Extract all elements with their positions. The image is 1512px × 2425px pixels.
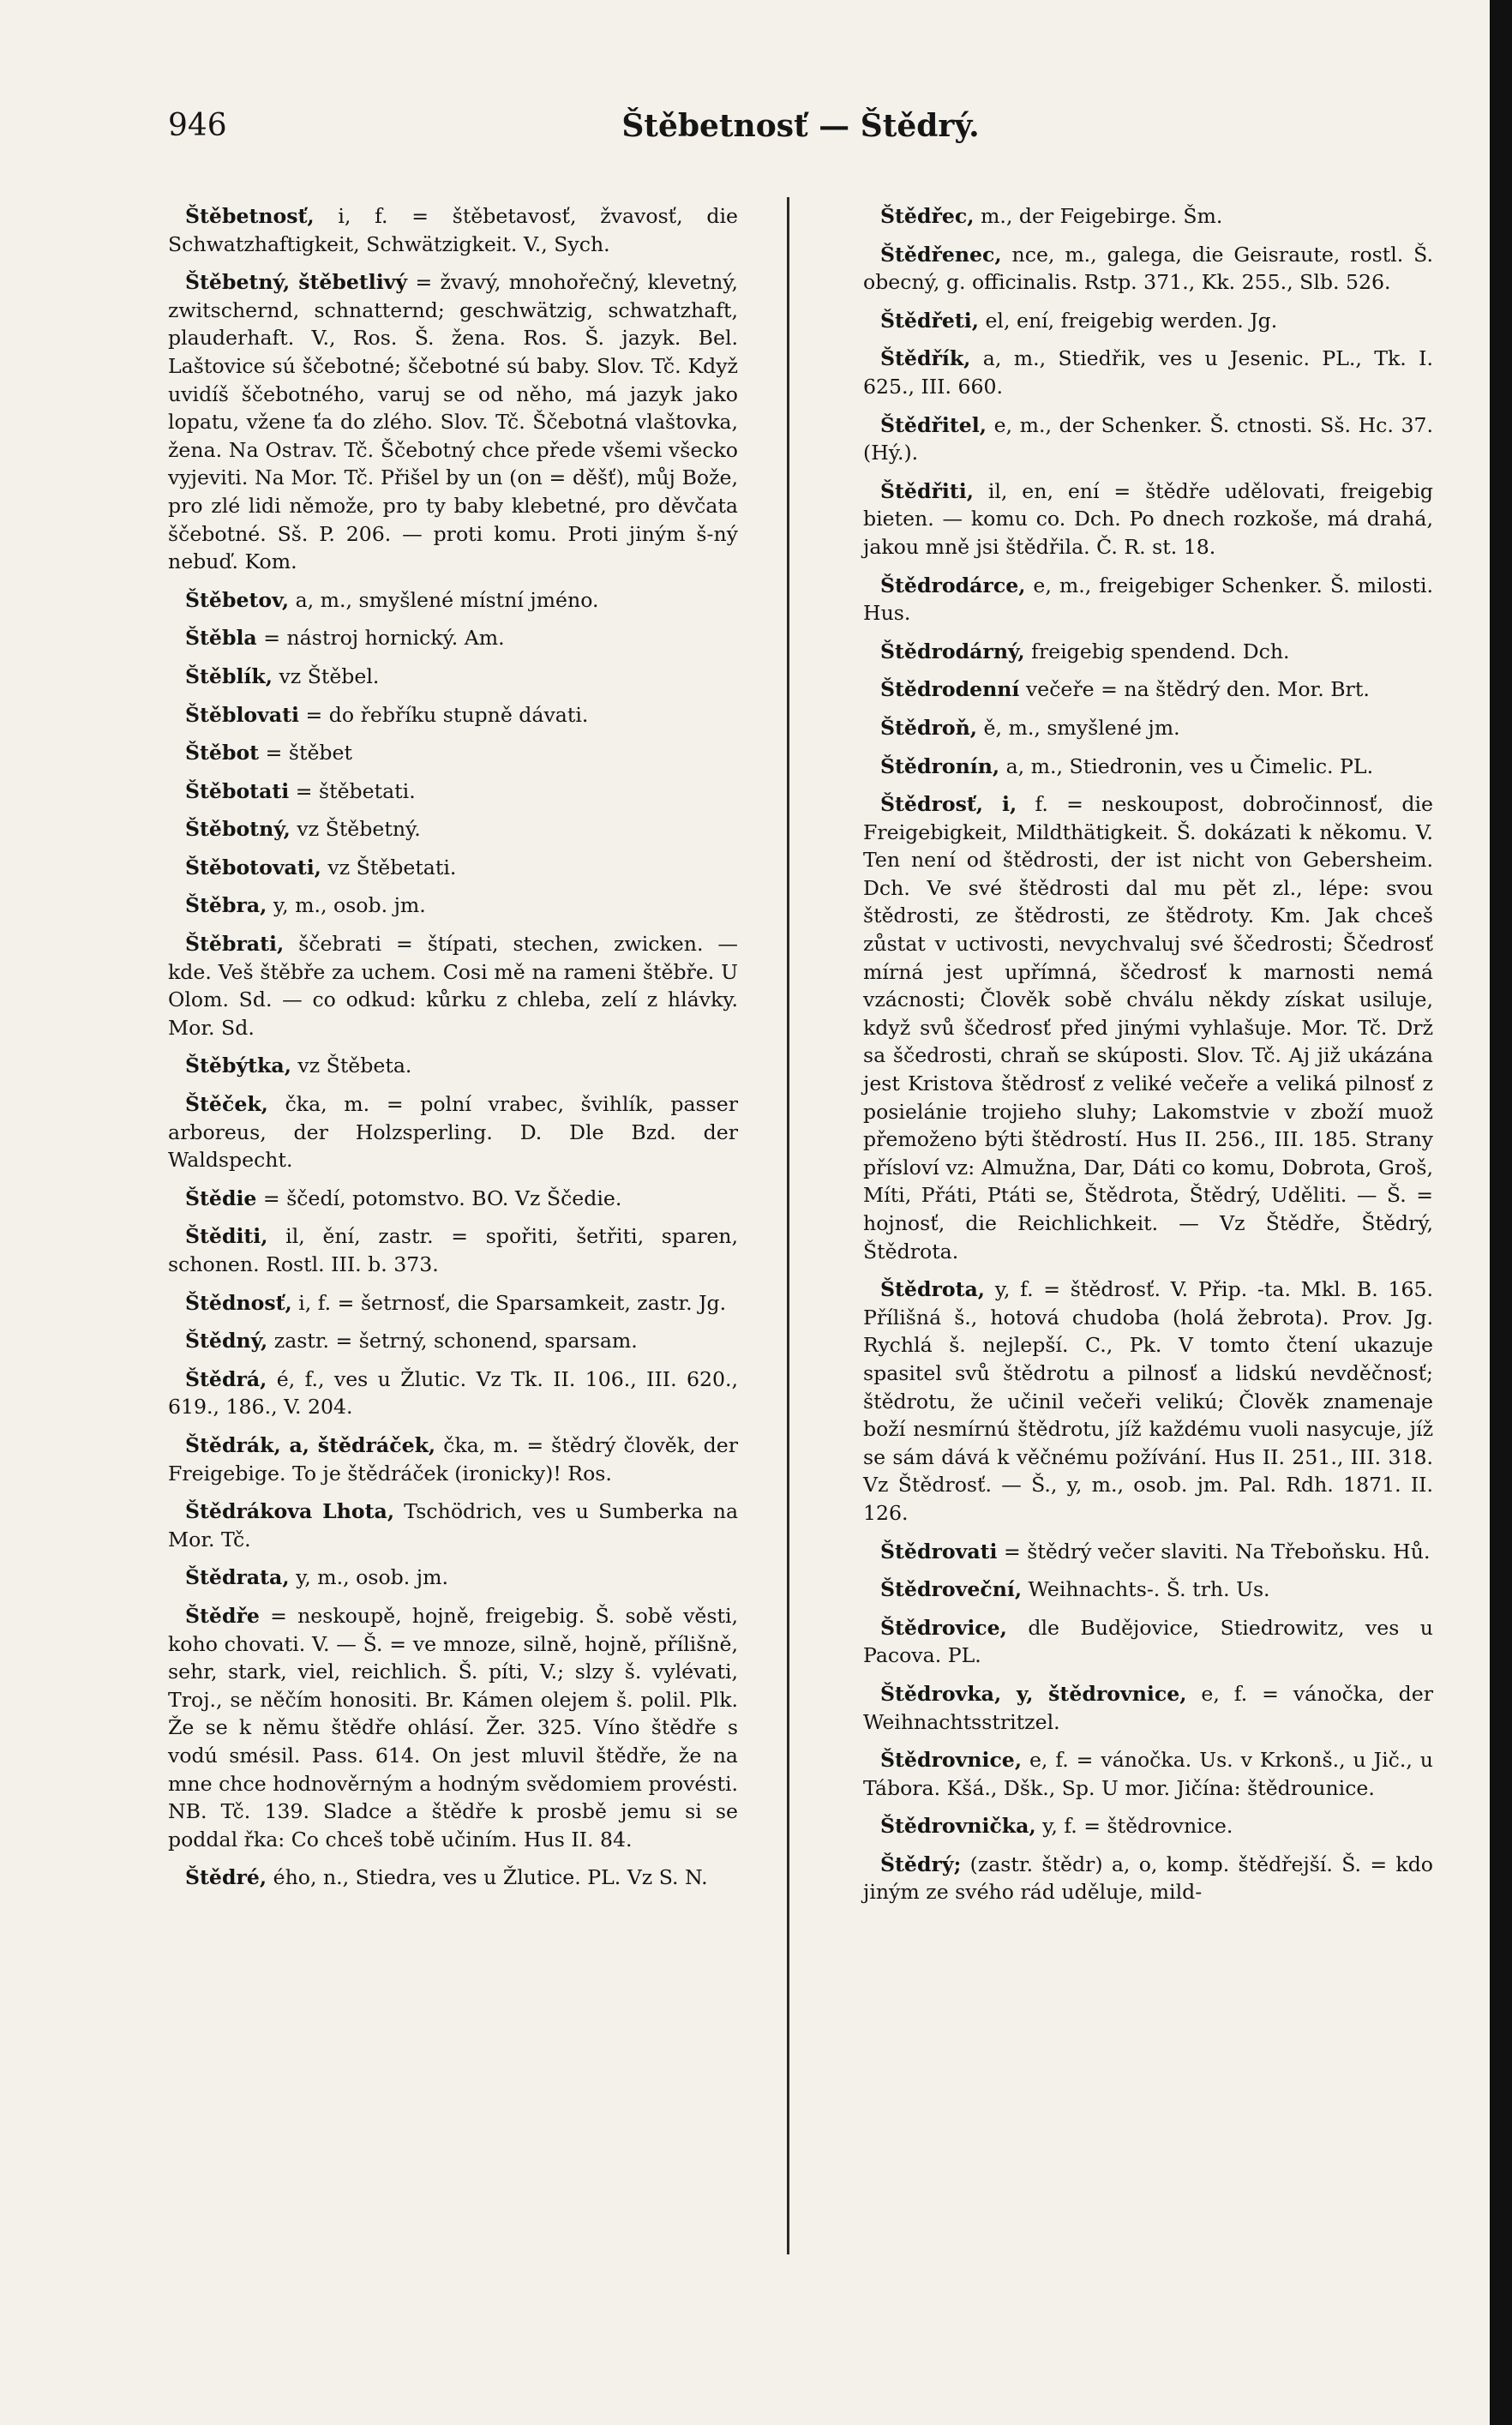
dictionary-entry — [168, 739, 738, 767]
dictionary-entry — [863, 1746, 1433, 1802]
entry-definition: a, m., Stiedřik, ves u Jesenic. PL., Tk. I. 625., III. 660. — [863, 346, 1433, 399]
entry-definition: = žvavý, mnohořečný, klevetný, zwitschernd, schnatternd; geschwätzig, schwatzhaft, plauderhaft. V., Ros. Š. žena. Ros. Š. jazyk. Bel. Laštovice sú ščebotné; ščebotné sú baby. Slov. Tč. Když uvidíš ščebotného, varuj se od něho, má jazyk jako lopatu, vžene ťa do zlého. Slov. Tč. Ščebotná vlaštovka, žena. Na Ostrav. Tč. Ščebotný chce přede všemi všecko vyjeviti. Na Mor. Tč. Přišel by un (on = děšť), můj Bože, pro zlé lidi němože, pro ty baby klebetné, pro děvčata ščebotné. Sš. P. 206. — proti komu. Proti jiným š-ný nebuď. Kom. — [168, 270, 738, 574]
entry-definition: = neskoupě, hojně, freigebig. Š. sobě věsti, koho chovati. V. — Š. = ve mnoze, silně, hojně, přílišně, sehr, stark, viel, reichlich. Š. píti, V.; slzy š. vylévati, Troj., se něčím honositi. Br. Kámen olejem š. polil. Plk. Že se k němu štědře ohlásí. Žer. 325. Víno štědře s vodú smésil. Pass. 614. On jest mluvil štědře, že na mne chce hodnověrným a hodným svědomiem provésti. NB. Tč. 139. Sladce a štědře k prosbě jemu si se poddal řka: Co chceš tobě učiním. Hus II. 84. — [168, 1603, 739, 1852]
entry-headword: Štěblík, — [185, 663, 273, 688]
entry-definition: (zastr. štědr) a, o, komp. štědřejší. Š. = kdo jiným ze svého rád uděluje, mild- — [863, 1852, 1434, 1905]
dictionary-entry — [168, 586, 738, 615]
page-number: 946 — [168, 108, 227, 143]
dictionary-entry — [168, 663, 738, 691]
running-head: Štěbetnosť — Štědrý. — [621, 108, 980, 144]
entry-headword: Štědrovice, — [880, 1615, 1007, 1640]
dictionary-entry — [863, 1680, 1433, 1736]
dictionary-entry — [168, 1564, 738, 1592]
entry-headword: Štědřiti, — [880, 478, 974, 503]
entry-definition: dle Budějovice, Stiedrowitz, ves u Pacova. PL. — [863, 1615, 1433, 1668]
entry-headword: Štědrata, — [185, 1565, 290, 1590]
dictionary-entry — [168, 624, 738, 652]
entry-headword: Štědřík, — [880, 346, 971, 371]
entry-definition: čka, m. = polní vrabec, švihlík, passer arboreus, der Holzsperling. D. Dle Bzd. der Waldspecht. — [168, 1092, 738, 1173]
right-column — [863, 202, 1433, 1917]
dictionary-entry — [863, 1812, 1433, 1840]
dictionary-entry — [168, 1052, 738, 1080]
entry-definition: = ščedí, potomstvo. BO. Vz Ščedie. — [262, 1185, 622, 1210]
entry-definition: večeře = na štědrý den. Mor. Brt. — [1025, 677, 1370, 702]
entry-headword: Štěbotovati, — [185, 855, 321, 879]
entry-definition: a, m., Stiedronin, ves u Čimelic. PL. — [1005, 753, 1374, 778]
entry-headword: Štěbrati, — [185, 932, 285, 957]
entry-headword: Štědřec, — [880, 204, 975, 228]
entry-definition: vz Štěbel. — [279, 663, 380, 688]
entry-definition: i, f. = štěbetavosť, žvavosť, die Schwatzhaftigkeit, Schwätzigkeit. V., Sych. — [168, 204, 738, 256]
entry-headword: Štědie — [185, 1185, 257, 1210]
dictionary-entry — [168, 854, 738, 882]
entry-definition: m., der Feigebirge. Šm. — [980, 204, 1223, 228]
dictionary-entry — [168, 1602, 738, 1853]
entry-definition: a, m., smyšlené místní jméno. — [295, 587, 599, 612]
dictionary-entry — [168, 1327, 738, 1355]
dictionary-entry — [168, 1498, 738, 1553]
dictionary-entry — [863, 638, 1433, 666]
entry-headword: Štědrosť, i, — [880, 792, 1017, 817]
entry-definition: f. = neskoupost, dobročinnosť, die Freigebigkeit, Mildthätigkeit. Š. dokázati k někomu. V. Ten není od štědrosti, der ist nicht von Gebersheim. Dch. Ve své štědrosti dal mu pět zl., lépe: svou štědrosti, ze štědrosti, ze štědroty. Km. Jak chceš zůstat v uctivosti, nevychvaluj své ščedrosti; Ščedrosť mírná jest upřímná, ščedrosť k marnosti nemá vzácnosti; Člověk sobě chválu někdy získat usiluje, když svů ščedrosť před jinými vyhlašuje. Mor. Tč. Drž sa ščedrosti, chraň se skúposti. Slov. Tč. Aj již ukázána jest Kristova štědrosť z veliké večeře a veliká pilnosť z posielánie trojieho sluhy; Lakomstvie v zboží muož přemoženo býti štědrostí. Hus II. 256., III. 185. Strany přísloví vz: Almužna, Dar, Dáti co komu, Dobrota, Groš, Míti, Přáti, Ptáti se, Štědrota, Štědrý, Uděliti. — Š. = hojnosť, die Reichlichkeit. — Vz Štědře, Štědrý, Štědrota. — [863, 792, 1433, 1264]
dictionary-entry — [168, 815, 738, 843]
column-divider — [787, 197, 789, 2254]
dictionary-entry — [863, 1851, 1433, 1906]
entry-definition: freigebig spendend. Dch. — [1031, 639, 1290, 663]
dictionary-entry — [168, 1289, 738, 1318]
entry-headword: Štěbot — [185, 741, 260, 765]
entry-definition: é, f., ves u Žlutic. Vz Tk. II. 106., III. 620., 619., 186., V. 204. — [168, 1366, 738, 1420]
page-header — [168, 101, 1433, 153]
entry-definition: vz Štěbetný. — [297, 817, 421, 842]
dictionary-entry — [168, 1185, 738, 1213]
entry-definition: vz Štěbeta. — [297, 1053, 412, 1078]
entry-definition: e, m., freigebiger Schenker. Š. milosti. Hus. — [863, 573, 1434, 626]
entry-definition: vz Štěbetati. — [327, 855, 457, 879]
dictionary-entry — [863, 202, 1433, 231]
entry-headword: Štědré, — [185, 1865, 267, 1890]
entry-headword: Štědře — [185, 1603, 260, 1628]
entry-headword: Štěblovati — [185, 702, 300, 727]
entry-headword: Štěček, — [185, 1092, 268, 1117]
entry-definition: il, en, ení = štědře udělovati, freigebig bieten. — komu co. Dch. Po dnech rozkoše, má drahá, jakou mně jsi štědřila. Č. R. st. 18. — [863, 478, 1434, 559]
dictionary-entry — [863, 1276, 1433, 1527]
entry-definition: = štědrý večer slaviti. Na Třeboňsku. Hů. — [1003, 1539, 1431, 1564]
entry-definition: = nástroj hornický. Am. — [263, 626, 505, 651]
entry-headword: Štěbetnosť, — [185, 204, 315, 228]
dictionary-entry — [168, 1432, 738, 1487]
dictionary-entry — [168, 1222, 738, 1278]
dictionary-entry — [168, 1864, 738, 1892]
entry-definition: el, ení, freigebig werden. Jg. — [985, 308, 1278, 333]
dictionary-entry — [863, 675, 1433, 704]
entry-headword: Štědrovnice, — [880, 1748, 1023, 1773]
entry-headword: Štědřenec, — [880, 242, 1002, 267]
entry-headword: Štědnosť, — [185, 1290, 292, 1315]
entry-headword: Štědronín, — [880, 753, 1000, 778]
entry-definition: y, f. = štědrosť. V. Přip. -ta. Mkl. B. 165. Přílišná š., hotová chudoba (holá žebrota). Prov. Jg. Rychlá š. nejlepší. C., Pk. V tomto čtení ukazuje spasitel svů štědrotu a pilnosť a lidskú nevděčnosť; štědrotu, že učinil večeři velikú; Člověk znamenaje boží nesmírnú štědrotu, jíž každému vuoli nasycuje, jíž se sám dává k věčnému požívání. Hus II. 251., III. 318. Vz Štědrosť. — Š., y, m., osob. jm. Pal. Rdh. 1871. II. 126. — [863, 1277, 1434, 1525]
dictionary-entry — [863, 345, 1433, 400]
entry-definition: ého, n., Stiedra, ves u Žlutice. PL. Vz S. N. — [273, 1865, 708, 1890]
entry-headword: Štědrodárce, — [880, 573, 1026, 597]
entry-headword: Štěbra, — [185, 893, 267, 918]
entry-definition: ščebrati = štípati, stechen, zwicken. — kde. Veš štěbře za uchem. Cosi mě na rameni štěbře. U Olom. Sd. — co odkud: kůrku z chleba, zelí z hlávky. Mor. Sd. — [168, 932, 739, 1040]
dictionary-entry — [168, 891, 738, 920]
dictionary-entry — [863, 477, 1433, 561]
entry-headword: Štěbla — [185, 626, 257, 651]
dictionary-entry — [168, 930, 738, 1041]
entry-headword: Štědrák, a, štědráček, — [185, 1432, 436, 1457]
entry-headword: Štěbotati — [185, 778, 290, 803]
entry-definition: Weihnachts-. Š. trh. Us. — [1028, 1577, 1270, 1602]
text-columns — [168, 202, 1433, 1917]
entry-headword: Štědrodárný, — [880, 639, 1025, 663]
entry-headword: Štěbetný, štěbetlivý — [185, 270, 408, 295]
entry-headword: Štědrá, — [185, 1366, 267, 1391]
dictionary-entry — [863, 1538, 1433, 1566]
dictionary-entry — [863, 572, 1433, 627]
dictionary-entry — [863, 307, 1433, 335]
entry-definition: e, m., der Schenker. Š. ctnosti. Sš. Hc. 37. (Hý.). — [863, 412, 1433, 465]
entry-definition: il, ění, zastr. = spořiti, šetřiti, sparen, schonen. Rostl. III. b. 373. — [168, 1224, 739, 1276]
entry-headword: Štědrodenní — [880, 677, 1020, 702]
entry-definition: y, m., osob. jm. — [296, 1565, 448, 1590]
entry-headword: Štěbetov, — [185, 587, 290, 612]
dictionary-entry — [168, 1090, 738, 1174]
entry-definition: y, m., osob. jm. — [273, 893, 426, 918]
dictionary-entry — [168, 268, 738, 576]
dictionary-entry — [168, 701, 738, 729]
entry-definition: ě, m., smyšlené jm. — [983, 715, 1180, 740]
entry-definition: = štěbet — [265, 741, 352, 765]
dictionary-entry — [863, 753, 1433, 781]
entry-headword: Štědrý; — [880, 1852, 962, 1876]
dictionary-entry — [863, 790, 1433, 1265]
entry-headword: Štědrovnička, — [880, 1814, 1036, 1839]
entry-headword: Štědrota, — [880, 1277, 986, 1302]
dictionary-entry — [863, 241, 1433, 297]
dictionary-entry — [863, 714, 1433, 742]
entry-definition: Tschödrich, ves u Sumberka na Mor. Tč. — [168, 1499, 739, 1552]
entry-headword: Štědrákova Lhota, — [185, 1499, 395, 1524]
entry-headword: Štědrovka, y, štědrovnice, — [880, 1681, 1187, 1706]
entry-headword: Štědřitel, — [880, 412, 987, 437]
entry-headword: Štěbotný, — [185, 817, 291, 842]
dictionary-entry — [168, 1366, 738, 1421]
dictionary-entry — [168, 202, 738, 258]
entry-definition: i, f. = šetrnosť, die Sparsamkeit, zastr. Jg. — [298, 1290, 727, 1315]
entry-headword: Štědroveční, — [880, 1577, 1023, 1602]
entry-definition: e, f. = vánočka, der Weihnachtsstritzel. — [863, 1681, 1434, 1734]
entry-headword: Štěditi, — [185, 1224, 268, 1249]
entry-definition: = do řebříku stupně dávati. — [305, 702, 589, 727]
entry-headword: Štěbýtka, — [185, 1053, 291, 1078]
entry-definition: čka, m. = štědrý člověk, der Freigebige. To je štědráček (ironicky)! Ros. — [168, 1432, 738, 1486]
entry-definition: zastr. = šetrný, schonend, sparsam. — [273, 1329, 638, 1354]
entry-headword: Štědrovati — [880, 1539, 998, 1564]
entry-headword: Štědřeti, — [880, 308, 979, 333]
entry-headword: Štědný, — [185, 1329, 268, 1354]
dark-page-edge — [1490, 0, 1512, 2425]
dictionary-entry — [863, 411, 1433, 467]
entry-definition: = štěbetati. — [295, 778, 416, 803]
dictionary-entry — [863, 1576, 1433, 1604]
entry-definition: y, f. = štědrovnice. — [1042, 1814, 1233, 1839]
dictionary-entry — [168, 777, 738, 806]
dictionary-entry — [863, 1614, 1433, 1670]
entry-headword: Štědroň, — [880, 715, 977, 740]
left-column — [168, 202, 738, 1917]
entry-definition: e, f. = vánočka. Us. v Krkonš., u Jič., u Tábora. Kšá., Dšk., Sp. U mor. Jičína: štědrounice. — [863, 1748, 1433, 1800]
entry-definition: nce, m., galega, die Geisraute, rostl. Š. obecný, g. officinalis. Rstp. 371., Kk. 255., Slb. 526. — [863, 242, 1434, 295]
